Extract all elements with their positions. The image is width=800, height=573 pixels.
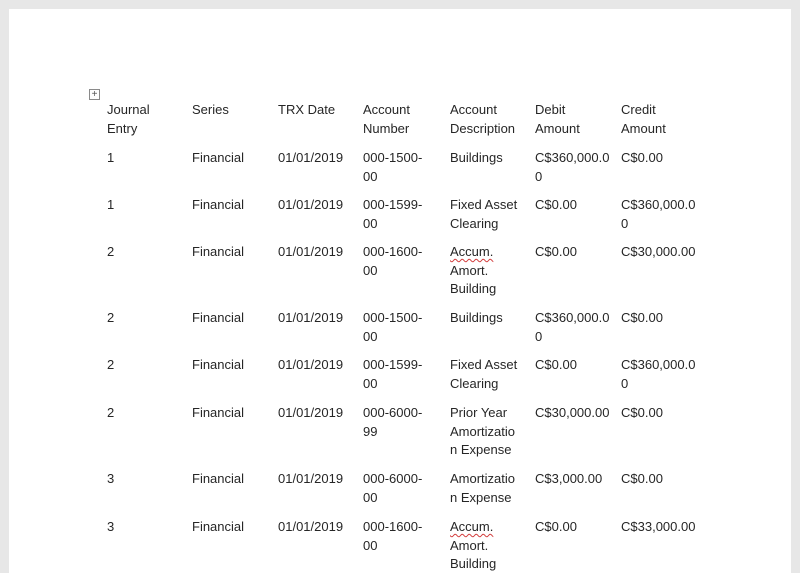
- cell-journal-entry: 2: [107, 405, 115, 420]
- cell-series: Financial: [192, 471, 245, 486]
- cell-debit-amount: C$0.00: [535, 357, 577, 372]
- header-journal-entry: Journal Entry: [107, 102, 150, 136]
- header-account-description: Account Description: [450, 102, 516, 136]
- header-debit-amount: Debit Amount: [535, 102, 580, 136]
- cell-trx-date: 01/01/2019: [278, 310, 344, 325]
- cell-account-number: 000-1599- 00: [363, 197, 423, 231]
- cell-credit-amount: C$0.00: [621, 471, 663, 486]
- cell-credit-amount: C$360,000.0 0: [621, 357, 696, 391]
- cell-account-number: 000-6000- 00: [363, 471, 423, 505]
- cell-credit-amount: C$33,000.00: [621, 519, 696, 534]
- table-move-handle-icon[interactable]: +: [89, 89, 100, 100]
- cell-credit-amount: C$0.00: [621, 150, 663, 165]
- cell-debit-amount: C$0.00: [535, 197, 577, 212]
- cell-journal-entry: 1: [107, 197, 115, 212]
- cell-account-description: Buildings: [450, 310, 503, 325]
- cell-debit-amount: C$30,000.00: [535, 405, 610, 420]
- cell-credit-amount: C$0.00: [621, 405, 663, 420]
- cell-series: Financial: [192, 197, 245, 212]
- document-page: [9, 9, 791, 573]
- cell-trx-date: 01/01/2019: [278, 519, 344, 534]
- cell-account-description: Accum. Amort. Building: [450, 244, 497, 297]
- cell-series: Financial: [192, 150, 245, 165]
- header-trx-date: TRX Date: [278, 102, 336, 117]
- cell-account-description: Fixed Asset Clearing: [450, 357, 518, 391]
- cell-account-number: 000-1599- 00: [363, 357, 423, 391]
- cell-debit-amount: C$0.00: [535, 519, 577, 534]
- cell-journal-entry: 3: [107, 519, 115, 534]
- cell-account-description: Fixed Asset Clearing: [450, 197, 518, 231]
- cell-series: Financial: [192, 310, 245, 325]
- cell-trx-date: 01/01/2019: [278, 357, 344, 372]
- cell-series: Financial: [192, 405, 245, 420]
- cell-account-number: 000-6000- 99: [363, 405, 423, 439]
- header-account-number: Account Number: [363, 102, 410, 136]
- cell-credit-amount: C$360,000.0 0: [621, 197, 696, 231]
- cell-debit-amount: C$0.00: [535, 244, 577, 259]
- cell-journal-entry: 2: [107, 357, 115, 372]
- cell-account-description: Buildings: [450, 150, 503, 165]
- cell-trx-date: 01/01/2019: [278, 244, 344, 259]
- cell-debit-amount: C$3,000.00: [535, 471, 603, 486]
- cell-trx-date: 01/01/2019: [278, 405, 344, 420]
- cell-series: Financial: [192, 519, 245, 534]
- cell-journal-entry: 1: [107, 150, 115, 165]
- cell-credit-amount: C$0.00: [621, 310, 663, 325]
- cell-account-number: 000-1500- 00: [363, 150, 423, 184]
- cell-debit-amount: C$360,000.0 0: [535, 150, 610, 184]
- cell-series: Financial: [192, 357, 245, 372]
- cell-account-description: Amortizatio n Expense: [450, 471, 516, 505]
- cell-credit-amount: C$30,000.00: [621, 244, 696, 259]
- cell-account-description: Accum. Amort. Building: [450, 519, 497, 572]
- cell-account-number: 000-1600- 00: [363, 519, 423, 553]
- cell-journal-entry: 2: [107, 244, 115, 259]
- cell-trx-date: 01/01/2019: [278, 197, 344, 212]
- header-credit-amount: Credit Amount: [621, 102, 666, 136]
- cell-account-description: Prior Year Amortizatio n Expense: [450, 405, 516, 458]
- cell-account-number: 000-1500- 00: [363, 310, 423, 344]
- cell-journal-entry: 3: [107, 471, 115, 486]
- cell-series: Financial: [192, 244, 245, 259]
- cell-journal-entry: 2: [107, 310, 115, 325]
- cell-account-number: 000-1600- 00: [363, 244, 423, 278]
- header-series: Series: [192, 102, 229, 117]
- cell-trx-date: 01/01/2019: [278, 471, 344, 486]
- cell-trx-date: 01/01/2019: [278, 150, 344, 165]
- cell-debit-amount: C$360,000.0 0: [535, 310, 610, 344]
